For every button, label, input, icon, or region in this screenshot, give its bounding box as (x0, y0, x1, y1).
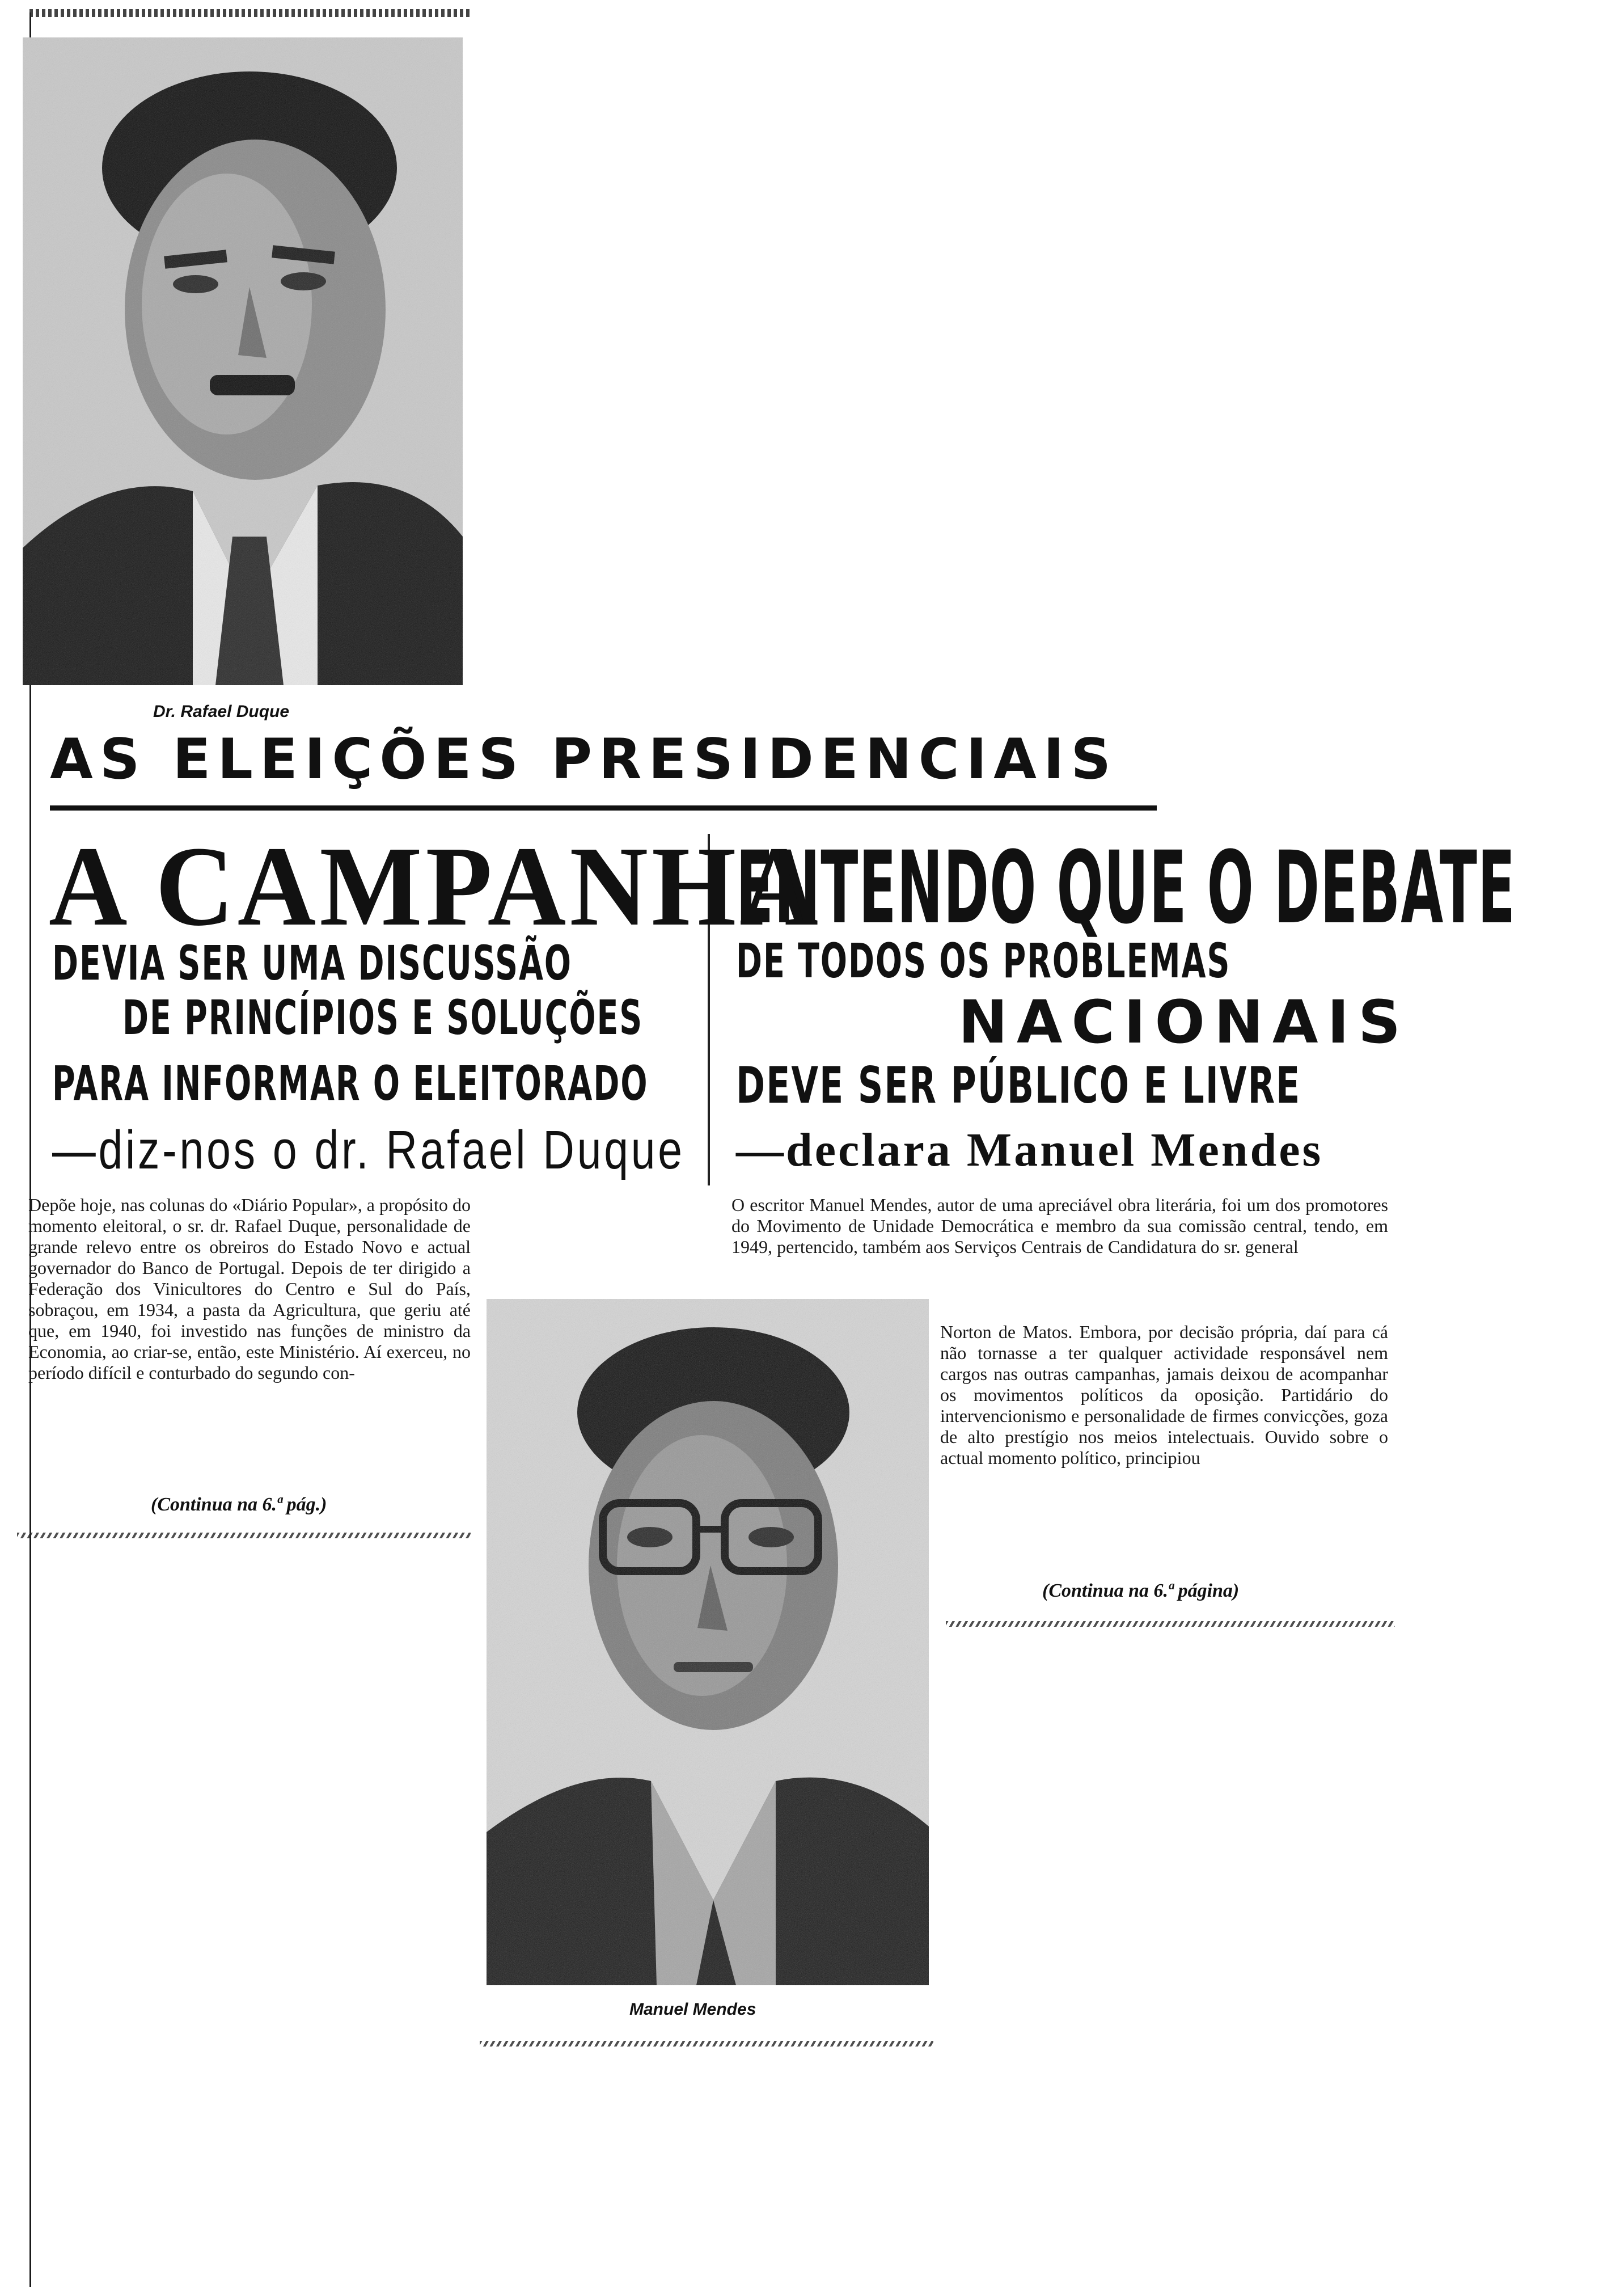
photo-caption-manuel-mendes: Manuel Mendes (629, 2000, 756, 2019)
section-kicker: AS ELEIÇÕES PRESIDENCIAIS (50, 727, 1118, 792)
left-article-continuation: (Continua na 6.ª pág.) (151, 1494, 327, 1515)
left-headline-line-2: DEVIA SER UMA DISCUSSÃO (52, 935, 573, 991)
kicker-rule (50, 805, 1157, 811)
right-headline-line-2: DE TODOS OS PROBLEMAS (736, 933, 1231, 989)
right-attribution: —declara Manuel Mendes (736, 1124, 1323, 1176)
photo-manuel-mendes (487, 1299, 929, 1985)
right-article-end-edge (946, 1621, 1395, 1627)
left-article-end-edge (17, 1533, 471, 1538)
left-headline-line-3: DE PRINCÍPIOS E SOLUÇÕES (122, 990, 644, 1045)
left-attribution: —diz-nos o dr. Rafael Duque (52, 1120, 685, 1180)
clipping-top-edge (29, 9, 472, 17)
right-headline-line-4: DEVE SER PÚBLICO E LIVRE (736, 1056, 1301, 1115)
left-article-body: Depõe hoje, nas colunas do «Diário Popular», a propósito do momento eleitoral, o sr. dr. Rafael Duque, personalidade de grande relevo entre os obreiros do Estado Novo e actual governador do Banco de Portugal. Depois de ter dirigido a Federação dos Vinicultores do Centro e Sul do País, sobraçou, em 1934, a pasta da Agricultura, que geriu até que, em 1940, foi investido nas funções de ministro da Economia, ao criar-se, então, este Ministério. Aí exerceu, no período difícil e conturbado do segundo con- (28, 1195, 471, 1383)
right-article-continuation: (Continua na 6.ª página) (1042, 1580, 1240, 1601)
right-article-body-intro: O escritor Manuel Mendes, autor de uma apreciável obra literária, foi um dos promotores do Movimento de Unidade Democrática e membro da sua comissão central, tendo, em 1949, pertencido, também aos Serviços Centrais de Candidatura do sr. general (731, 1195, 1388, 1257)
photo-caption-rafael-duque: Dr. Rafael Duque (153, 702, 290, 721)
right-headline-line-1: ENTENDO QUE O DEBATE (736, 830, 1516, 946)
photo-rafael-duque (23, 37, 463, 685)
left-headline-line-4: PARA INFORMAR O ELEITORADO (52, 1056, 649, 1111)
photo-manuel-mendes-bottom-edge (480, 2041, 933, 2047)
right-headline-line-3: NACIONAIS (958, 988, 1410, 1057)
right-article-body-continued: Norton de Matos. Embora, por decisão própria, daí para cá não tornasse a ter qualquer actividade responsável nem cargos nas outras campanhas, jamais deixou de acompanhar os movimentos políticos da oposição. Partidário do intervencionismo e personalidade de firmes convicções, goza de alto prestígio nos meios intelectuais. Ouvido sobre o actual momento político, principiou (940, 1322, 1388, 1468)
left-headline-main: A CAMPANHA (49, 822, 822, 950)
